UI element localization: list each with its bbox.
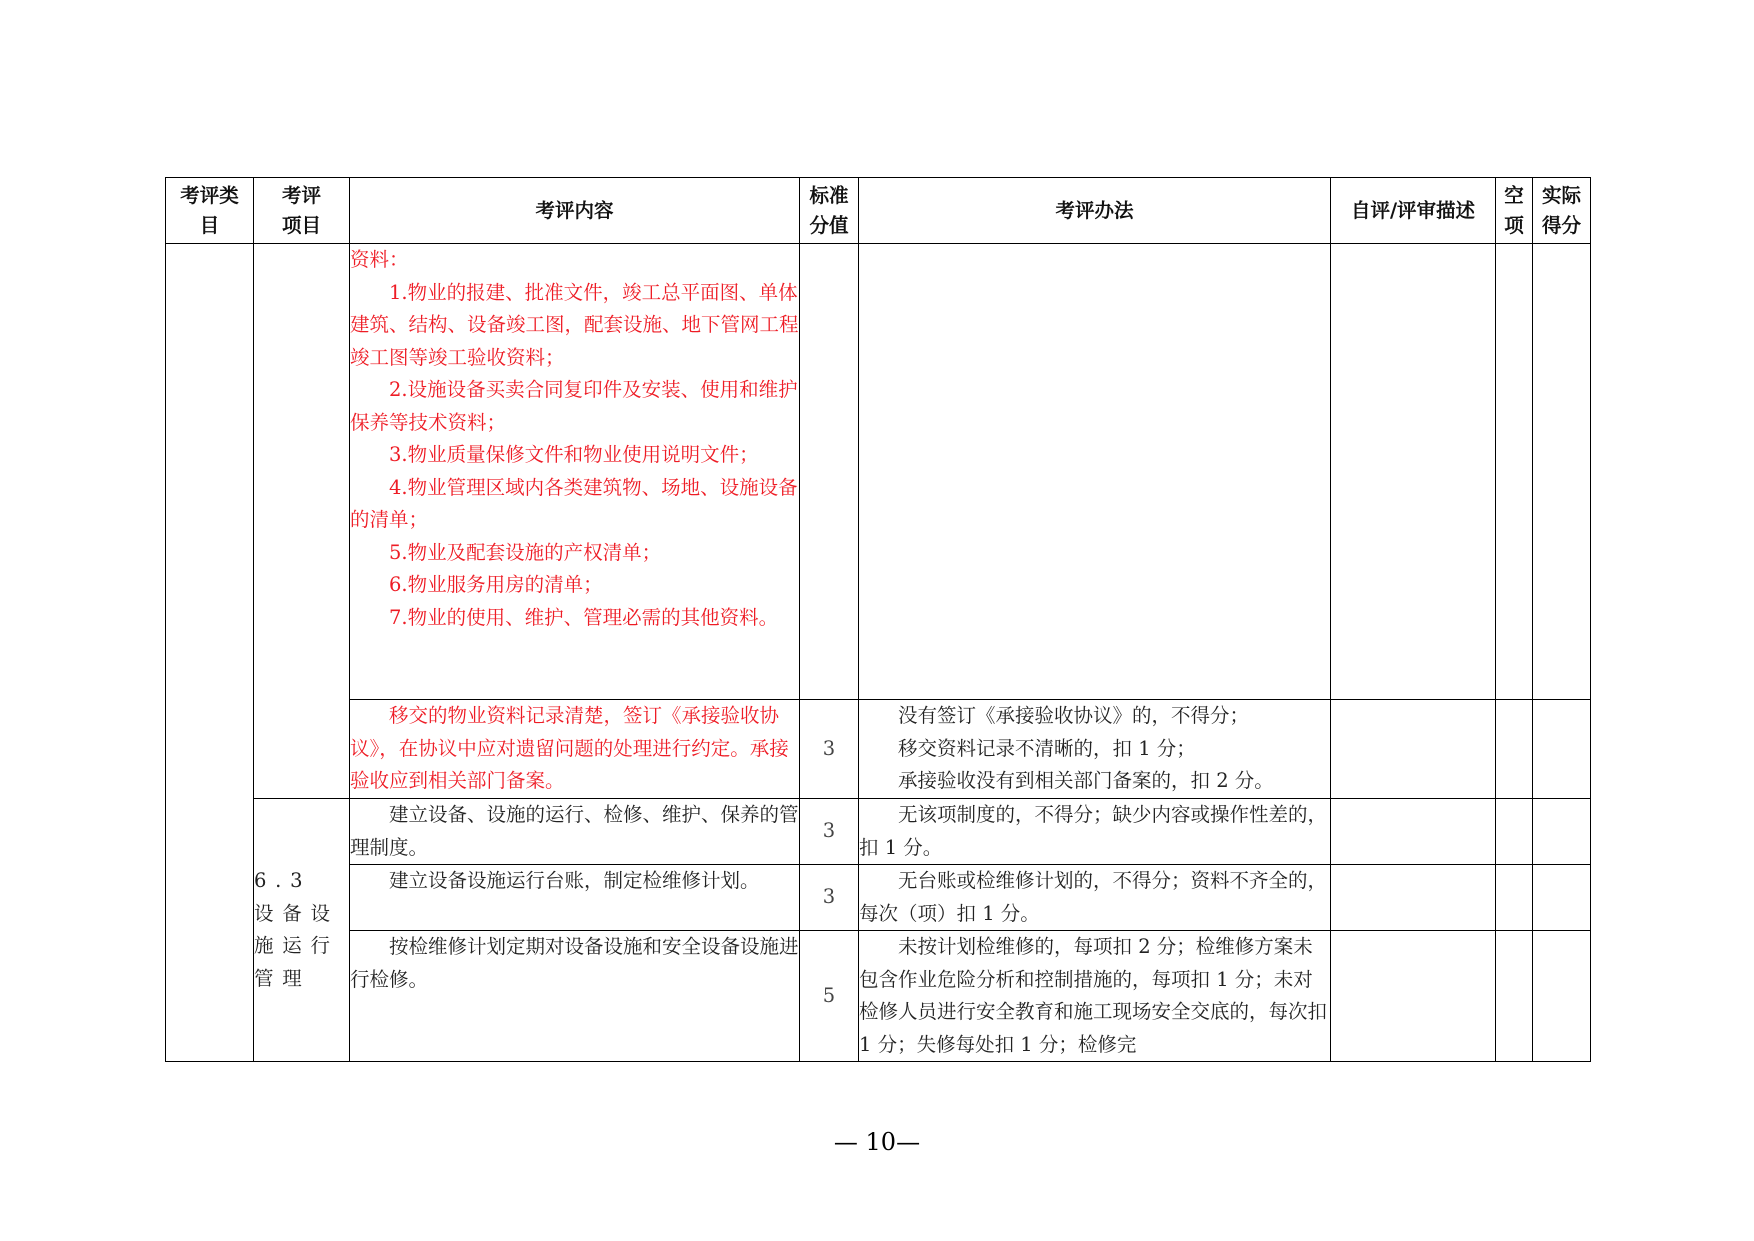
content-cell: 建立设备设施运行台账，制定检维修计划。 bbox=[350, 865, 800, 931]
list-item: 2.设施设备买卖合同复印件及安装、使用和维护保养等技术资料； bbox=[350, 378, 798, 434]
actual-score-cell bbox=[1533, 799, 1591, 865]
content-cell bbox=[350, 244, 800, 700]
score-cell: 3 bbox=[800, 700, 859, 799]
header-self-review: 自评/评审描述 bbox=[1331, 178, 1496, 244]
self-review-cell bbox=[1331, 244, 1496, 700]
content-cell: 按检维修计划定期对设备设施和安全设备设施进行检修。 bbox=[350, 931, 800, 1062]
score-cell: 5 bbox=[800, 931, 859, 1062]
table-row bbox=[166, 931, 1591, 1062]
actual-score-cell bbox=[1533, 700, 1591, 799]
list-item: 7.物业的使用、维护、管理必需的其他资料。 bbox=[389, 605, 779, 629]
method-cell bbox=[859, 700, 1331, 799]
assessment-table bbox=[165, 177, 1591, 1062]
page-number: — 10— bbox=[833, 1128, 921, 1156]
table-row bbox=[166, 799, 1591, 865]
method-cell bbox=[859, 244, 1331, 700]
score-cell: 3 bbox=[800, 865, 859, 931]
self-review-cell bbox=[1331, 700, 1496, 799]
self-review-cell bbox=[1331, 799, 1496, 865]
header-actual-score: 实际得分 bbox=[1533, 178, 1591, 244]
list-item: 1.物业的报建、批准文件，竣工总平面图、单体建筑、结构、设备竣工图，配套设施、地下管网工程竣工图等竣工验收资料； bbox=[350, 280, 799, 369]
content-cell: 建立设备、设施的运行、检修、维护、保养的管理制度。 bbox=[350, 799, 800, 865]
item-cell bbox=[254, 244, 350, 799]
actual-score-cell bbox=[1533, 865, 1591, 931]
method-line: 承接验收没有到相关部门备案的，扣 2 分。 bbox=[898, 769, 1274, 792]
header-blank: 空项 bbox=[1496, 178, 1533, 244]
blank-cell bbox=[1496, 700, 1533, 799]
actual-score-cell bbox=[1533, 244, 1591, 700]
category-cell bbox=[166, 244, 254, 1062]
score-cell: 3 bbox=[800, 799, 859, 865]
blank-cell bbox=[1496, 931, 1533, 1062]
method-line: 移交资料记录不清晰的，扣 1 分； bbox=[898, 736, 1196, 760]
table-row bbox=[166, 865, 1591, 931]
score-cell bbox=[800, 244, 859, 700]
actual-score-cell bbox=[1533, 931, 1591, 1062]
method-cell: 无该项制度的，不得分；缺少内容或操作性差的，扣 1 分。 bbox=[859, 799, 1331, 865]
method-cell: 未按计划检维修的，每项扣 2 分；检维修方案未包含作业危险分析和控制措施的，每项扣 1 分；未对检修人员进行安全教育和施工现场安全交底的，每次扣 1 分；失修每处扣 1 分；检修完 bbox=[859, 931, 1331, 1062]
blank-cell bbox=[1496, 244, 1533, 700]
list-item: 6.物业服务用房的清单； bbox=[389, 573, 603, 596]
header-method: 考评办法 bbox=[859, 178, 1331, 244]
header-item: 考评项目 bbox=[254, 178, 350, 244]
blank-cell bbox=[1496, 865, 1533, 931]
content-cell: 移交的物业资料记录清楚，签订《承接验收协议》，在协议中应对遗留问题的处理进行约定。承接验收应到相关部门备案。 bbox=[350, 700, 800, 799]
list-item: 4.物业管理区域内各类建筑物、场地、设施设备的清单； bbox=[350, 475, 798, 531]
list-item: 3.物业质量保修文件和物业使用说明文件； bbox=[389, 443, 759, 466]
method-cell: 无台账或检维修计划的，不得分；资料不齐全的，每次（项）扣 1 分。 bbox=[859, 865, 1331, 931]
content-intro: 资料： bbox=[350, 248, 409, 271]
header-standard-score: 标准分值 bbox=[800, 178, 859, 244]
header-category: 考评类目 bbox=[166, 178, 254, 244]
blank-cell bbox=[1496, 799, 1533, 865]
header-row bbox=[166, 178, 1591, 244]
list-item: 5.物业及配套设施的产权清单； bbox=[389, 540, 662, 564]
self-review-cell bbox=[1331, 865, 1496, 931]
method-line: 没有签订《承接验收协议》的，不得分； bbox=[898, 704, 1250, 727]
table-row bbox=[166, 700, 1591, 799]
item-cell: 6.3 设备设施运行管理 bbox=[254, 799, 350, 1062]
table-row bbox=[166, 244, 1591, 700]
self-review-cell bbox=[1331, 931, 1496, 1062]
header-content: 考评内容 bbox=[350, 178, 800, 244]
